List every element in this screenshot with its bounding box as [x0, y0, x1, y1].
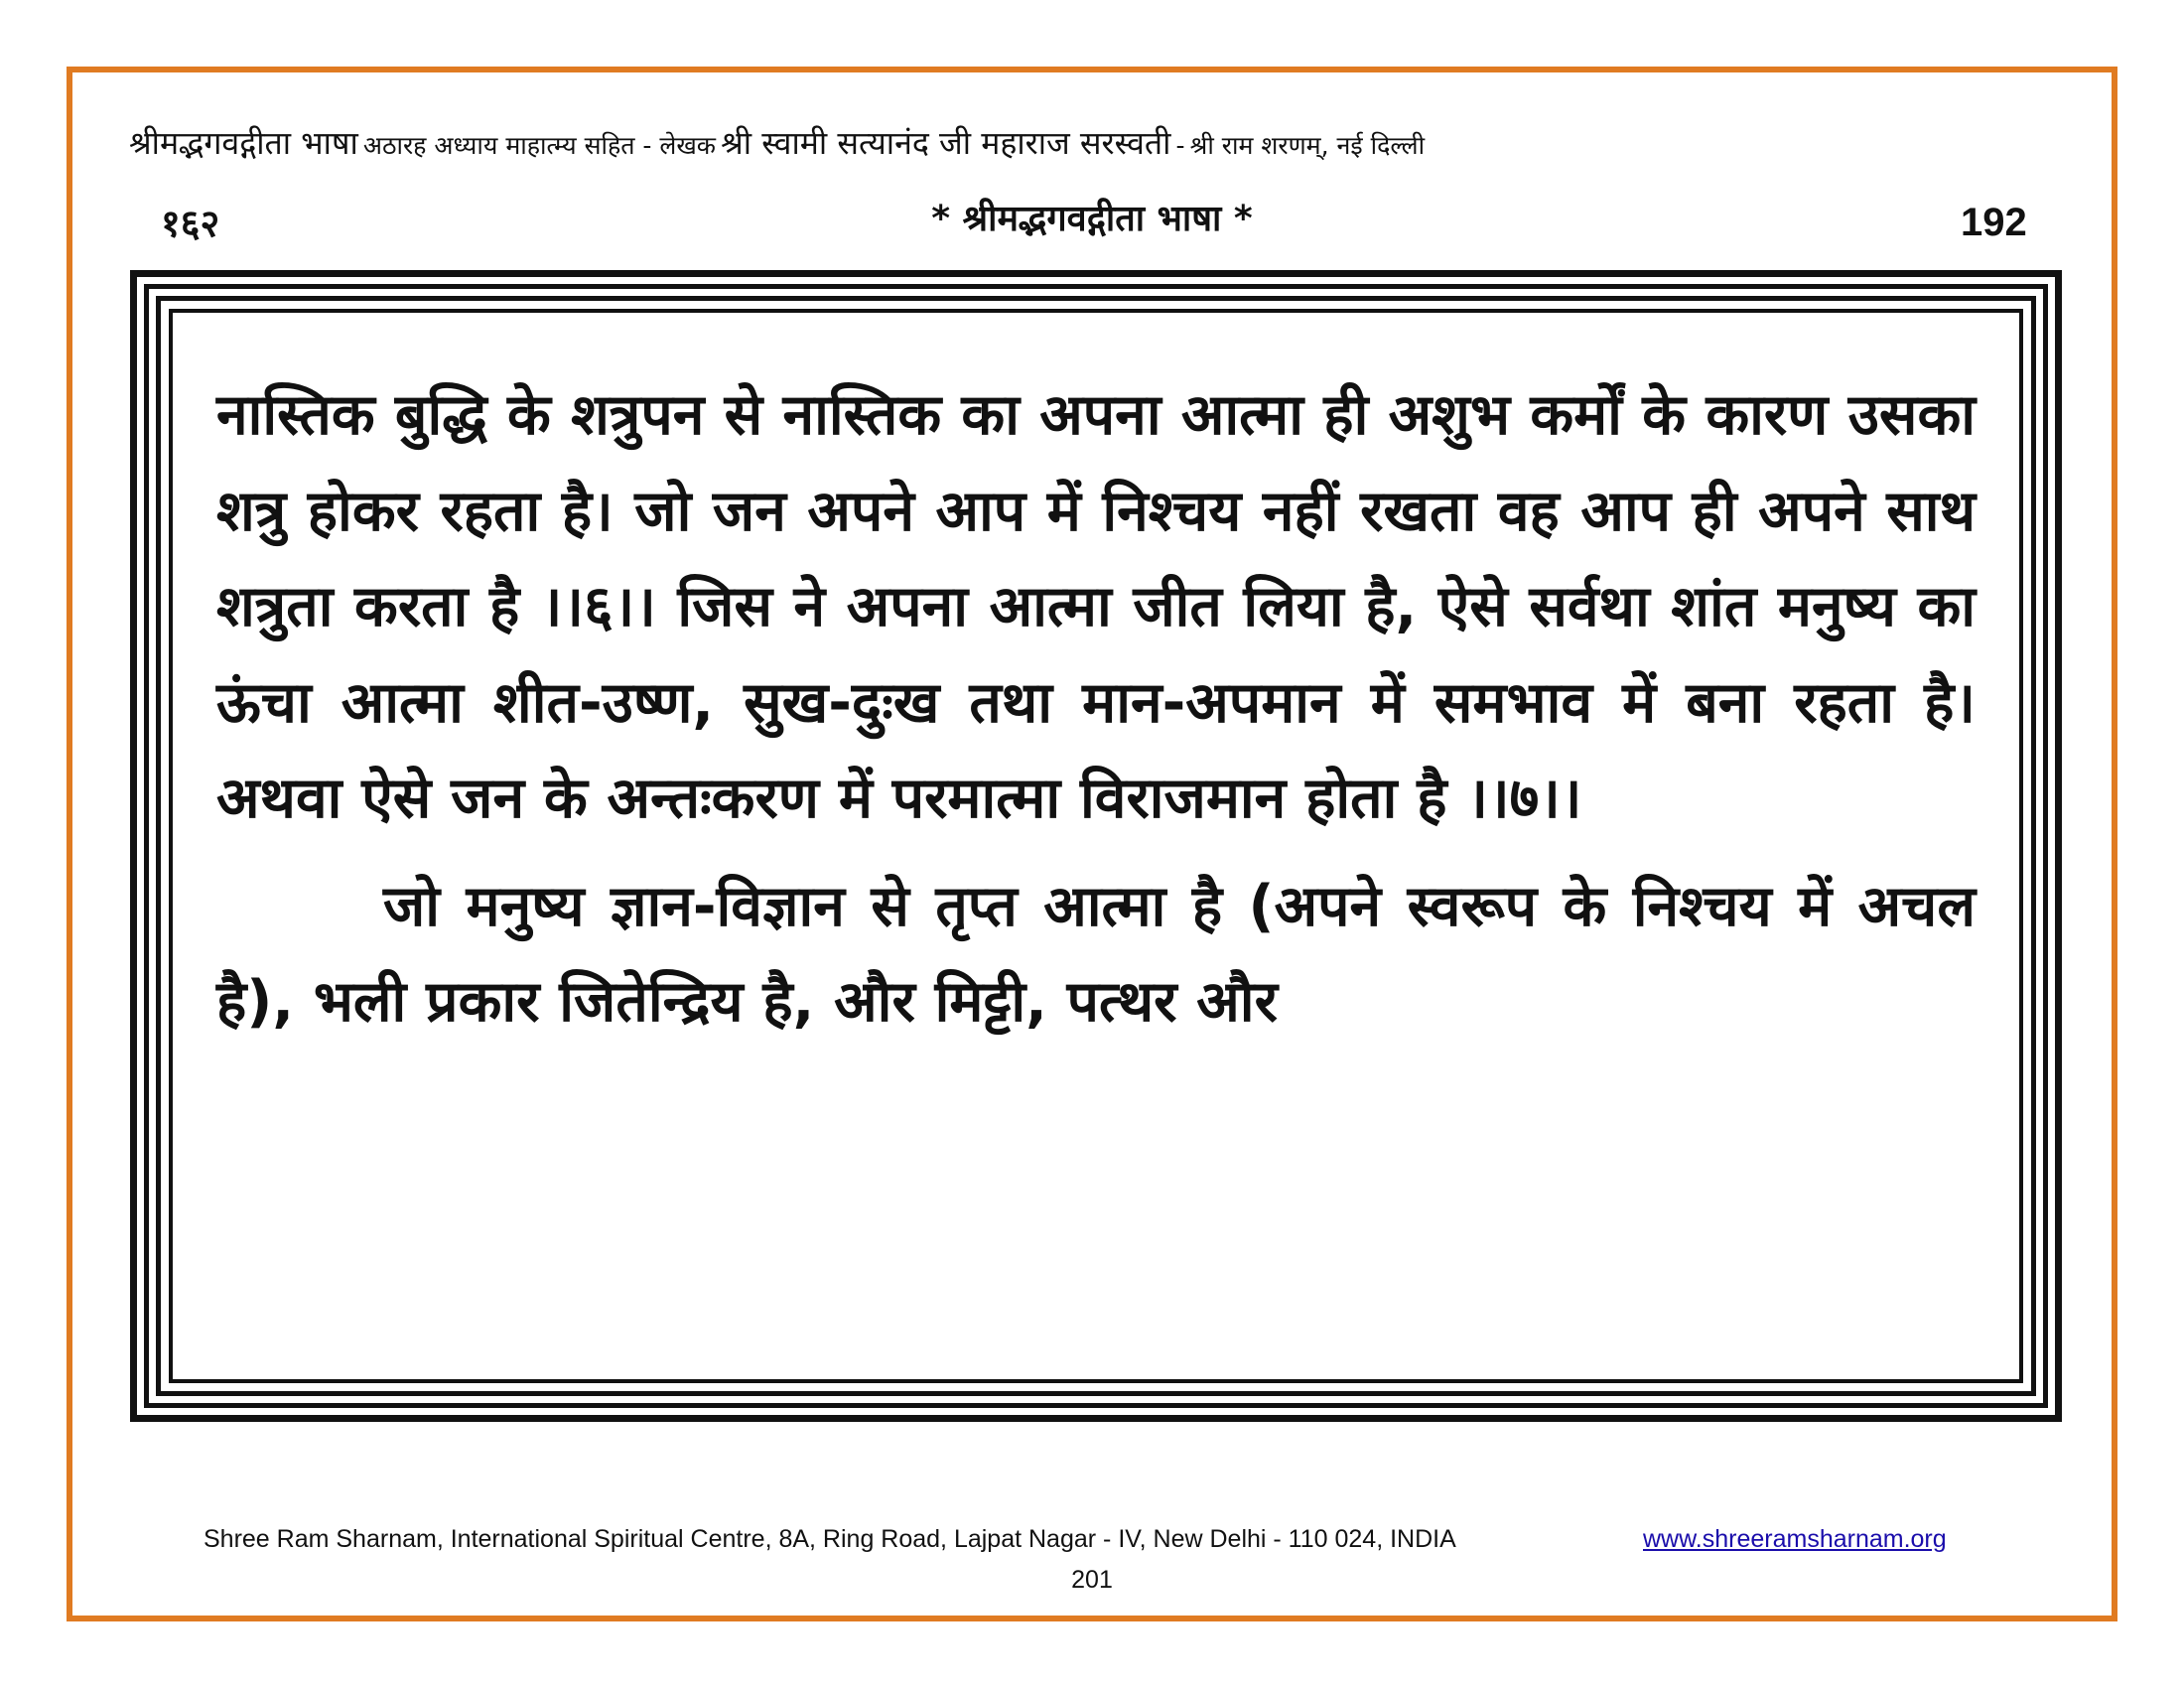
header-separator: -: [1175, 131, 1185, 160]
publisher-name: श्री राम शरणम्, नई दिल्ली: [1189, 131, 1426, 160]
paragraph-verses-6-7: नास्तिक बुद्धि के शत्रुपन से नास्तिक का अपना आत्मा ही अशुभ कर्मों के कारण उसका शत्रु होकर रहता है। जो जन अपने आप में निश्चय नहीं रखता वह आप ही अपने साथ शत्रुता करता है ।।६।। जिस ने अपना आत्मा जीत लिया है, ऐसे सर्वथा शांत मनुष्य का ऊंचा आत्मा शीत-उष्ण, सुख-दुःख तथा मान-अपमान में समभाव में बना रहता है। अथवा ऐसे जन के अन्तःकरण में परमात्मा विराजमान होता है ।।७।।: [216, 382, 1976, 831]
header-subtitle: अठारह अध्याय माहात्म्य सहित - लेखक: [362, 131, 716, 160]
running-title: * श्रीमद्भगवद्गीता भाषा *: [931, 199, 1253, 239]
pdf-page-number: 201: [1071, 1566, 1113, 1594]
page-number-hindi: १६२: [161, 202, 220, 245]
book-title: श्रीमद्भगवद्गीता भाषा: [129, 124, 358, 162]
footer-address: Shree Ram Sharnam, International Spiritual Centre, 8A, Ring Road, Lajpat Nagar - IV, New Delhi - 110 024, INDIA: [204, 1525, 1456, 1553]
author-name: श्री स्वामी सत्यानंद जी महाराज सरस्वती: [721, 124, 1171, 162]
scripture-text-block: [216, 367, 1976, 1051]
paragraph-verse-8: जो मनुष्य ज्ञान-विज्ञान से तृप्त आत्मा है (अपने स्वरूप के निश्चय में अचल है), भली प्रकार जितेन्द्रिय है, और मिट्टी, पत्थर और: [216, 873, 1976, 1035]
page-number-arabic: 192: [1961, 201, 2027, 244]
website-link[interactable]: www.shreeramsharnam.org: [1643, 1525, 1947, 1553]
document-header: [129, 121, 2065, 164]
